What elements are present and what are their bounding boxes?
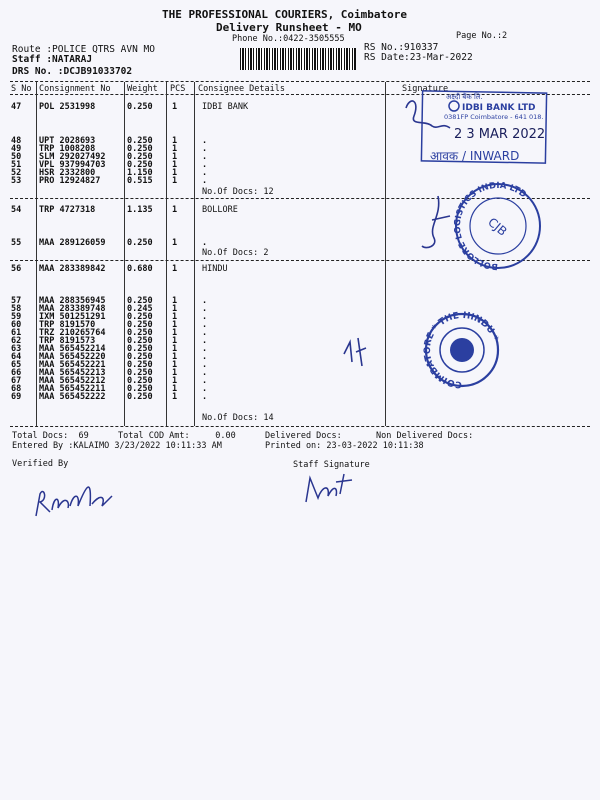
row-pcs: 1 bbox=[172, 376, 178, 386]
svg-text:COIMBATORE * THE HINDU *: COIMBATORE * THE HINDU * bbox=[423, 310, 500, 390]
row-sno: 49 bbox=[11, 144, 22, 154]
row-sno: 48 bbox=[11, 136, 22, 146]
delivered-docs: Delivered Docs: bbox=[265, 431, 342, 441]
row-weight: 0.250 bbox=[127, 152, 153, 162]
idbi-bank-stamp bbox=[398, 86, 554, 166]
row-consignment: MAA 565452220 bbox=[39, 352, 106, 362]
svg-text:CJB: CJB bbox=[485, 214, 510, 239]
route: Route :POLICE QTRS AVN MO bbox=[12, 44, 155, 55]
row-consignee: . bbox=[202, 336, 208, 346]
row-consignee: . bbox=[202, 376, 208, 386]
verifier-signature bbox=[30, 466, 120, 522]
row-pcs: 1 bbox=[172, 205, 178, 215]
row-consignee: BOLLORE bbox=[202, 205, 238, 215]
non-delivered-docs: Non Delivered Docs: bbox=[376, 431, 474, 441]
row-weight: 0.250 bbox=[127, 392, 153, 402]
row-consignee: . bbox=[202, 384, 208, 394]
row-pcs: 1 bbox=[172, 152, 178, 162]
row-pcs: 1 bbox=[172, 392, 178, 402]
col-pcs: PCS bbox=[170, 84, 186, 94]
row-pcs: 1 bbox=[172, 238, 178, 248]
svg-text:अक्ष्दी बैंक लि.: अक्ष्दी बैंक लि. bbox=[446, 93, 483, 101]
row-consignment: VPL 937994703 bbox=[39, 160, 106, 170]
row-consignee: . bbox=[202, 176, 208, 186]
entered-by: Entered By :KALAIMO 3/23/2022 10:11:33 AM bbox=[12, 441, 222, 451]
row-consignment: TRP 4727318 bbox=[39, 205, 96, 215]
row-sno: 55 bbox=[11, 238, 22, 248]
row-pcs: 1 bbox=[172, 264, 178, 274]
row-pcs: 1 bbox=[172, 168, 178, 178]
row-pcs: 1 bbox=[172, 144, 178, 154]
staff-signature-label: Staff Signature bbox=[293, 460, 370, 470]
svg-text:2 3 MAR 2022: 2 3 MAR 2022 bbox=[454, 127, 546, 142]
row-weight: 0.250 bbox=[127, 336, 153, 346]
row-sno: 52 bbox=[11, 168, 22, 178]
row-sno: 68 bbox=[11, 384, 22, 394]
rs-number: RS No.:910337 bbox=[364, 42, 439, 53]
row-sno: 61 bbox=[11, 328, 22, 338]
row-weight: 0.250 bbox=[127, 312, 153, 322]
row-weight: 1.150 bbox=[127, 168, 153, 178]
row-consignee: . bbox=[202, 360, 208, 370]
row-consignment: POL 2531998 bbox=[39, 102, 96, 112]
group-docs-1: No.Of Docs: 12 bbox=[202, 187, 274, 197]
row-weight: 1.135 bbox=[127, 205, 153, 215]
row-weight: 0.250 bbox=[127, 160, 153, 170]
drs-number: DRS No. :DCJB91033702 bbox=[12, 66, 133, 77]
row-consignment: TRP 1008208 bbox=[39, 144, 96, 154]
row-consignment: MAA 283389748 bbox=[39, 304, 106, 314]
row-sno: 60 bbox=[11, 320, 22, 330]
row-consignee: . bbox=[202, 144, 208, 154]
row-consignee: . bbox=[202, 152, 208, 162]
staff-signature bbox=[300, 468, 360, 508]
verified-by: Verified By bbox=[12, 459, 69, 469]
row-consignment: MAA 283389842 bbox=[39, 264, 106, 274]
row-consignee: . bbox=[202, 296, 208, 306]
row-consignee: . bbox=[202, 320, 208, 330]
printed-on: Printed on: 23-03-2022 10:11:38 bbox=[265, 441, 424, 451]
row-pcs: 1 bbox=[172, 344, 178, 354]
col-consignee: Consignee Details bbox=[198, 84, 285, 94]
row-consignee: . bbox=[202, 168, 208, 178]
row-consignment: MAA 565452211 bbox=[39, 384, 106, 394]
row-pcs: 1 bbox=[172, 368, 178, 378]
row-weight: 0.250 bbox=[127, 328, 153, 338]
row-weight: 0.515 bbox=[127, 176, 153, 186]
row-sno: 47 bbox=[11, 102, 22, 112]
row-consignment: SLM 292027492 bbox=[39, 152, 106, 162]
row-sno: 69 bbox=[11, 392, 22, 402]
row-pcs: 1 bbox=[172, 312, 178, 322]
row-consignment: TRZ 210265764 bbox=[39, 328, 106, 338]
row-consignment: MAA 565452214 bbox=[39, 344, 106, 354]
row-weight: 0.250 bbox=[127, 368, 153, 378]
row-consignment: PRO 12924827 bbox=[39, 176, 101, 186]
row-weight: 0.250 bbox=[127, 360, 153, 370]
row-sno: 56 bbox=[11, 264, 22, 274]
row-pcs: 1 bbox=[172, 336, 178, 346]
group-docs-3: No.Of Docs: 14 bbox=[202, 413, 274, 423]
row-weight: 0.250 bbox=[127, 136, 153, 146]
row-consignee: . bbox=[202, 368, 208, 378]
row-consignee: HINDU bbox=[202, 264, 228, 274]
row-weight: 0.250 bbox=[127, 344, 153, 354]
row-sno: 62 bbox=[11, 336, 22, 346]
col-consignment: Consignment No bbox=[39, 84, 111, 94]
row-sno: 67 bbox=[11, 376, 22, 386]
row-sno: 64 bbox=[11, 352, 22, 362]
svg-text:IDBI BANK LTD: IDBI BANK LTD bbox=[462, 103, 536, 113]
row-consignee: . bbox=[202, 328, 208, 338]
row-consignment: HSR 2332800 bbox=[39, 168, 96, 178]
row-consignee: IDBI BANK bbox=[202, 102, 249, 112]
row-pcs: 1 bbox=[172, 160, 178, 170]
rs-date: RS Date:23-Mar-2022 bbox=[364, 52, 473, 63]
row-pcs: 1 bbox=[172, 136, 178, 146]
row-pcs: 1 bbox=[172, 176, 178, 186]
row-pcs: 1 bbox=[172, 102, 178, 112]
row-consignment: MAA 565452221 bbox=[39, 360, 106, 370]
row-sno: 66 bbox=[11, 368, 22, 378]
row-weight: 0.250 bbox=[127, 102, 153, 112]
row-sno: 58 bbox=[11, 304, 22, 314]
svg-text:BOLLORE LOGISTICS INDIA LTD: BOLLORE LOGISTICS INDIA LTD bbox=[452, 180, 529, 272]
col-signature: Signature bbox=[402, 84, 449, 94]
row-pcs: 1 bbox=[172, 296, 178, 306]
total-docs: Total Docs: 69 bbox=[12, 431, 89, 441]
barcode bbox=[240, 48, 356, 70]
row-consignment: IXM 501251291 bbox=[39, 312, 106, 322]
row-weight: 0.250 bbox=[127, 296, 153, 306]
row-consignment: MAA 288356945 bbox=[39, 296, 106, 306]
the-hindu-stamp bbox=[330, 308, 510, 392]
row-pcs: 1 bbox=[172, 304, 178, 314]
row-weight: 0.680 bbox=[127, 264, 153, 274]
row-consignee: . bbox=[202, 344, 208, 354]
staff: Staff :NATARAJ bbox=[12, 54, 93, 65]
row-sno: 65 bbox=[11, 360, 22, 370]
row-consignee: . bbox=[202, 238, 208, 248]
row-weight: 0.250 bbox=[127, 352, 153, 362]
row-sno: 57 bbox=[11, 296, 22, 306]
row-pcs: 1 bbox=[172, 352, 178, 362]
row-weight: 0.250 bbox=[127, 384, 153, 394]
row-consignee: . bbox=[202, 304, 208, 314]
row-pcs: 1 bbox=[172, 320, 178, 330]
row-consignment: MAA 565452213 bbox=[39, 368, 106, 378]
row-consignee: . bbox=[202, 352, 208, 362]
phone-number: Phone No.:0422-3505555 bbox=[232, 34, 345, 44]
col-sno: S No bbox=[11, 84, 32, 94]
row-weight: 0.245 bbox=[127, 304, 153, 314]
page-number: Page No.:2 bbox=[456, 31, 508, 41]
row-consignment: TRP 8191573 bbox=[39, 336, 96, 346]
row-consignee: . bbox=[202, 392, 208, 402]
total-cod: Total COD Amt: 0.00 bbox=[118, 431, 236, 441]
row-sno: 59 bbox=[11, 312, 22, 322]
document-subtitle: Delivery Runsheet - MO bbox=[216, 21, 362, 34]
row-pcs: 1 bbox=[172, 360, 178, 370]
row-sno: 50 bbox=[11, 152, 22, 162]
row-pcs: 1 bbox=[172, 328, 178, 338]
bollore-logistics-stamp bbox=[420, 176, 550, 278]
row-pcs: 1 bbox=[172, 384, 178, 394]
row-sno: 63 bbox=[11, 344, 22, 354]
row-weight: 0.250 bbox=[127, 238, 153, 248]
row-consignment: MAA 565452222 bbox=[39, 392, 106, 402]
svg-text:आवक / INWARD: आवक / INWARD bbox=[430, 149, 520, 163]
row-weight: 0.250 bbox=[127, 144, 153, 154]
row-consignee: . bbox=[202, 312, 208, 322]
col-weight: Weight bbox=[127, 84, 158, 94]
row-consignment: MAA 565452212 bbox=[39, 376, 106, 386]
svg-text:0381FP Coimbatore - 641 018.: 0381FP Coimbatore - 641 018. bbox=[444, 113, 544, 121]
row-sno: 53 bbox=[11, 176, 22, 186]
row-weight: 0.250 bbox=[127, 320, 153, 330]
group-docs-2: No.Of Docs: 2 bbox=[202, 248, 269, 258]
row-sno: 51 bbox=[11, 160, 22, 170]
row-consignment: UPT 2028693 bbox=[39, 136, 96, 146]
row-consignee: . bbox=[202, 136, 208, 146]
row-consignee: . bbox=[202, 160, 208, 170]
row-sno: 54 bbox=[11, 205, 22, 215]
document-title: THE PROFESSIONAL COURIERS, Coimbatore bbox=[162, 8, 408, 21]
row-consignment: MAA 289126059 bbox=[39, 238, 106, 248]
row-weight: 0.250 bbox=[127, 376, 153, 386]
row-consignment: TRP 8191570 bbox=[39, 320, 96, 330]
